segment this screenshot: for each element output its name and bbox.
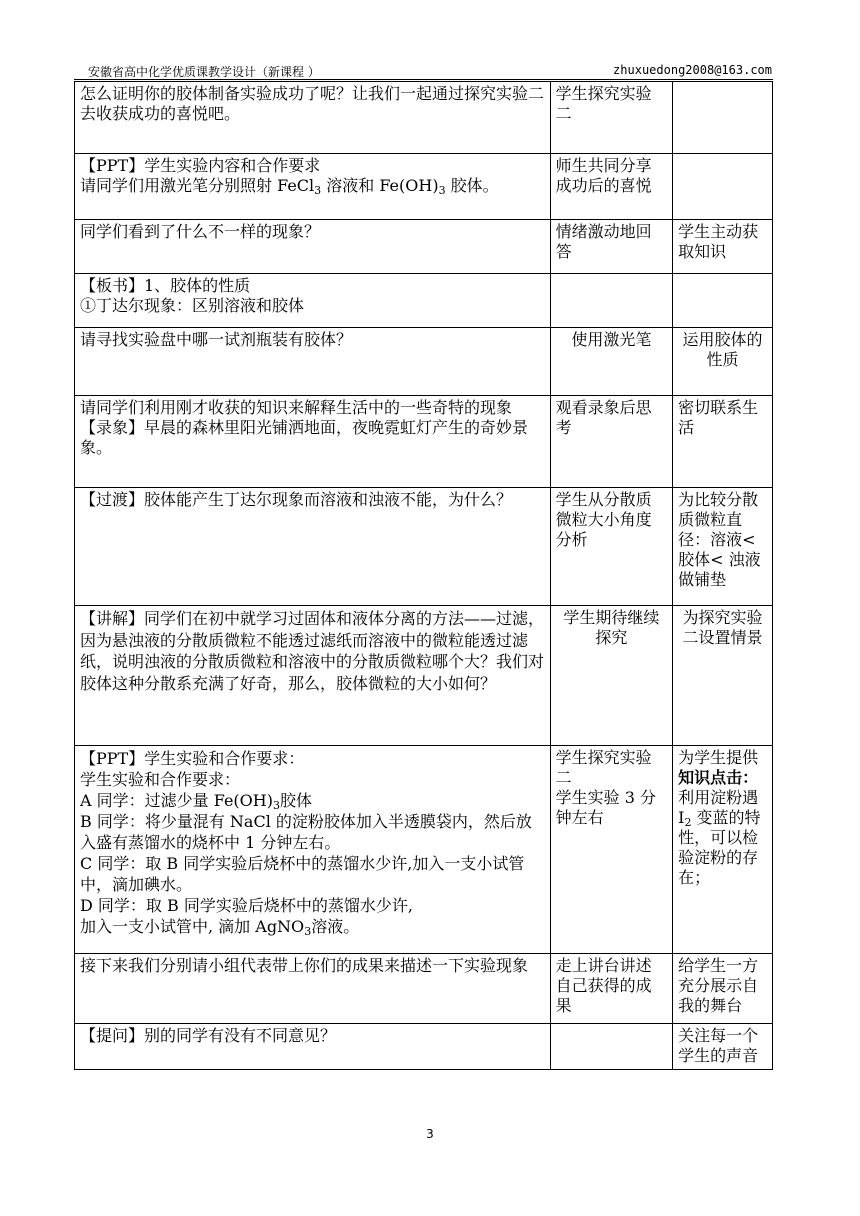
teacher-text: 【过渡】胶体能产生丁达尔现象而溶液和浊液不能，为什么？ xyxy=(80,490,513,509)
student-text: 走上讲台讲述自己获得的成果 xyxy=(555,956,652,1015)
student-text: 学生从分散质微粒大小角度分析 xyxy=(555,490,652,549)
teacher-text: 同学们看到了什么不一样的现象？ xyxy=(80,222,321,241)
teacher-activity-cell xyxy=(75,154,551,220)
student-text: 学生探究实验二 xyxy=(555,748,652,787)
text-fragment: A 同学：过滤少量 Fe(OH) xyxy=(80,791,273,810)
student-b-task: B 同学：将少量混有 NaCl 的淀粉胶体加入半透膜袋内，然后放入盛有蒸馏水的烧杯中 1 分钟左右。 xyxy=(80,812,532,852)
text-fragment: 胶体。 xyxy=(445,176,499,195)
teacher-text: 请寻找实验盘中哪一试剂瓶装有胶体？ xyxy=(80,330,353,349)
student-c-task: C 同学：取 B 同学实验后烧杯中的蒸馏水少许,加入一支小试管中，滴加碘水。 xyxy=(80,854,525,894)
student-activity-cell xyxy=(550,606,673,746)
table-row xyxy=(75,606,773,746)
teacher-text xyxy=(80,176,545,196)
table-row xyxy=(75,954,773,1024)
intent-text: 为探究实验二设置情景 xyxy=(682,608,763,647)
teacher-activity-cell xyxy=(75,954,551,1024)
design-intent-cell xyxy=(673,82,773,154)
text-fragment: 加入一支小试管中, 滴加 AgNO xyxy=(80,917,305,936)
subscript: 3 xyxy=(304,925,312,938)
teacher-activity-cell xyxy=(75,396,551,488)
table-row xyxy=(75,220,773,274)
ppt-heading: 【PPT】学生实验和合作要求： xyxy=(80,749,305,768)
design-intent-cell xyxy=(673,488,773,606)
teacher-activity-cell xyxy=(75,746,551,954)
table-row xyxy=(75,488,773,606)
table-row xyxy=(75,746,773,954)
video-note: 【录象】早晨的森林里阳光铺洒地面，夜晚霓虹灯产生的奇妙景象。 xyxy=(80,418,529,457)
intent-text: 学生主动获取知识 xyxy=(678,222,759,261)
ppt-heading: 【PPT】学生实验内容和合作要求 xyxy=(80,156,321,175)
teacher-text: 请同学们利用刚才收获的知识来解释生活中的一些奇特的现象 xyxy=(80,398,513,417)
design-intent-cell xyxy=(673,274,773,328)
subscript: 3 xyxy=(272,799,280,812)
teacher-activity-cell xyxy=(75,82,551,154)
student-activity-cell xyxy=(550,396,673,488)
intent-text: 关注每一个学生的声音 xyxy=(678,1026,759,1065)
student-text: 师生共同分享成功后的喜悦 xyxy=(555,156,652,195)
intent-text: 为比较分散质微粒直径：溶液< 胶体< 浊液做铺垫 xyxy=(678,490,761,589)
student-text: 观看录象后思考 xyxy=(555,398,652,437)
header-divider xyxy=(74,79,773,80)
teacher-activity-cell xyxy=(75,488,551,606)
header-email: zhuxuedong2008@163.com xyxy=(613,63,772,77)
student-activity-cell xyxy=(550,488,673,606)
board-heading: 【板书】1、胶体的性质 xyxy=(80,276,251,295)
student-d-task: D 同学：取 B 同学实验后烧杯中的蒸馏水少许, xyxy=(80,896,413,915)
teacher-activity-cell xyxy=(75,1024,551,1070)
student-text: 情绪激动地回答 xyxy=(555,222,652,261)
teacher-text: 【提问】别的同学有没有不同意见？ xyxy=(80,1026,337,1045)
student-activity-cell xyxy=(550,954,673,1024)
student-text: 学生探究实验二 xyxy=(555,84,652,123)
table-row xyxy=(75,154,773,220)
teacher-text: 【讲解】同学们在初中就学习过固体和液体分离的方法——过滤，因为悬浊液的分散质微粒不能透过滤纸而溶液中的微粒能透过滤纸，说明浊液的分散质微粒和溶液中的分散质微粒哪个大？我们对胶体这种分散系充满了好奇，那么，胶体微粒的大小如何？ xyxy=(80,609,545,693)
table-row xyxy=(75,1024,773,1070)
design-intent-cell xyxy=(673,396,773,488)
text-fragment: 利用淀粉遇 I xyxy=(678,788,759,827)
teacher-activity-cell xyxy=(75,274,551,328)
text-fragment: 请同学们用激光笔分别照射 FeCl xyxy=(80,176,315,195)
teacher-activity-cell xyxy=(75,606,551,746)
design-intent-cell xyxy=(673,606,773,746)
design-intent-cell xyxy=(673,1024,773,1070)
student-d-task-cont xyxy=(80,916,545,937)
student-activity-cell xyxy=(550,746,673,954)
intent-text: 给学生一方充分展示自我的舞台 xyxy=(678,956,759,1015)
intent-text xyxy=(678,748,760,887)
page-number: 3 xyxy=(426,1127,434,1141)
design-intent-cell xyxy=(673,220,773,274)
teacher-activity-cell xyxy=(75,220,551,274)
table-row xyxy=(75,396,773,488)
teacher-text: 学生实验和合作要求： xyxy=(80,770,241,789)
teacher-activity-cell xyxy=(75,328,551,396)
student-activity-cell xyxy=(550,220,673,274)
table-row xyxy=(75,82,773,154)
text-fragment: 为学生提供 xyxy=(678,748,759,767)
student-activity-cell xyxy=(550,154,673,220)
design-intent-cell xyxy=(673,746,773,954)
subscript: 2 xyxy=(684,816,692,829)
student-text: 学生期待继续探究 xyxy=(563,608,660,647)
design-intent-cell xyxy=(673,328,773,396)
table-row xyxy=(75,274,773,328)
student-text: 学生实验 3 分钟左右 xyxy=(555,788,656,827)
student-activity-cell xyxy=(550,82,673,154)
text-fragment: 溶液和 Fe(OH) xyxy=(321,176,439,195)
teacher-text: 接下来我们分别请小组代表带上你们的成果来描述一下实验现象 xyxy=(80,956,529,975)
intent-text: 运用胶体的性质 xyxy=(682,330,763,369)
teacher-text: ①丁达尔现象：区别溶液和胶体 xyxy=(80,296,305,315)
lesson-plan-table xyxy=(74,81,773,1070)
design-intent-cell xyxy=(673,154,773,220)
student-a-task xyxy=(80,790,545,811)
subscript: 3 xyxy=(438,184,446,197)
student-activity-cell xyxy=(550,1024,673,1070)
teacher-text: 怎么证明你的胶体制备实验成功了呢？让我们一起通过探究实验二去收获成功的喜悦吧。 xyxy=(80,84,545,123)
student-text: 使用激光笔 xyxy=(571,330,652,349)
knowledge-point-label: 知识点击： xyxy=(678,768,759,787)
text-fragment: 溶液。 xyxy=(311,917,360,936)
design-intent-cell xyxy=(673,954,773,1024)
student-activity-cell xyxy=(550,328,673,396)
subscript: 3 xyxy=(314,184,322,197)
student-activity-cell xyxy=(550,274,673,328)
intent-text: 密切联系生活 xyxy=(678,398,759,437)
header-left-title: 安徽省高中化学优质课教学设计（新课程 ） xyxy=(88,65,320,79)
text-fragment: 变蓝的特性，可以检验淀粉的存在； xyxy=(678,808,761,887)
text-fragment: 胶体 xyxy=(279,791,312,810)
table-row xyxy=(75,328,773,396)
